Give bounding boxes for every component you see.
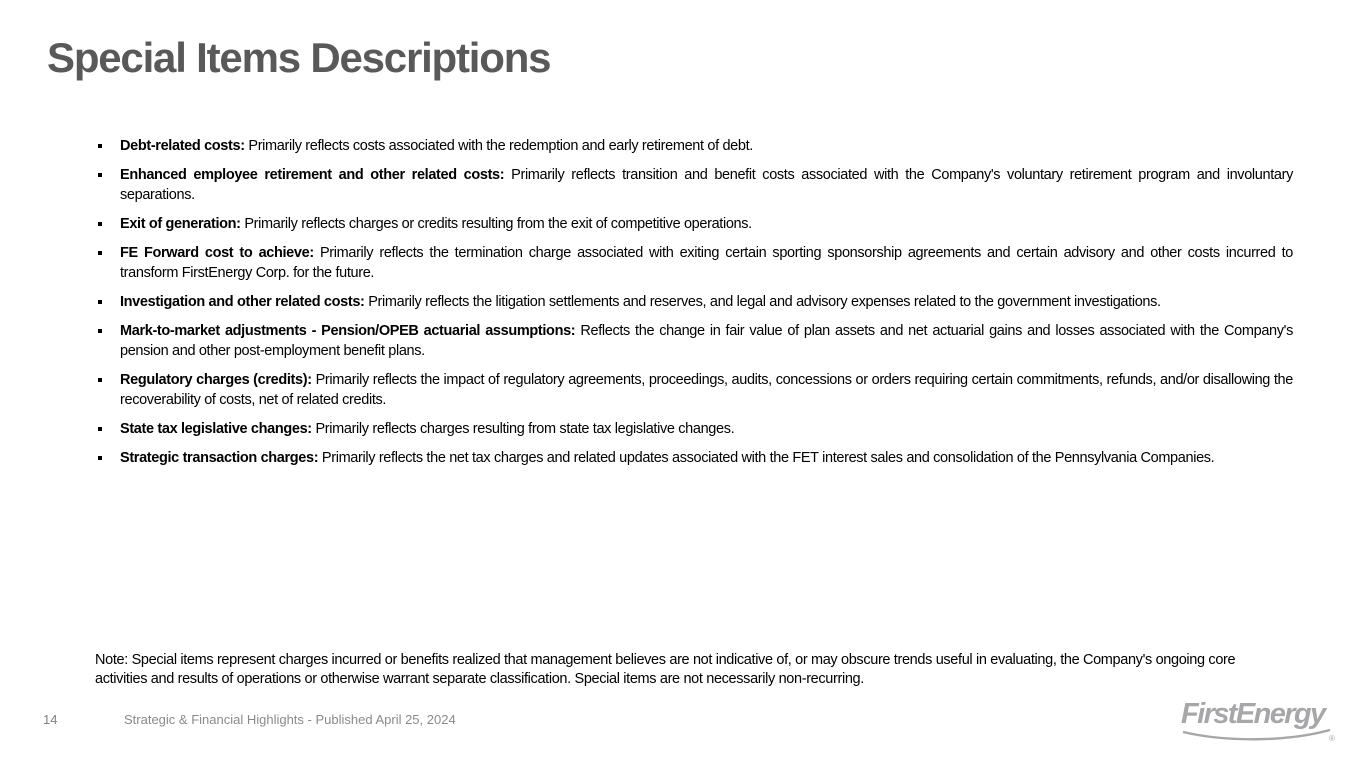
item-term: Mark-to-market adjustments - Pension/OPEB actuarial assumptions: (120, 323, 576, 339)
list-item (97, 419, 1293, 439)
bullet-square-icon (98, 456, 102, 460)
item-description: Primarily reflects the impact of regulatory agreements, proceedings, audits, concessions or orders requiring certain commitments, refunds, and/or disallowing the recoverability of costs, net of related credits. (120, 372, 1293, 408)
page-number: 14 (43, 712, 58, 727)
item-description: Primarily reflects the termination charge associated with exiting certain sporting sponsorship agreements and certain advisory and other costs incurred to transform FirstEnergy Corp. for the future. (120, 245, 1294, 281)
list-item (97, 214, 1293, 234)
item-description: Primarily reflects costs associated with the redemption and early retirement of debt. (248, 138, 753, 154)
bullet-square-icon (98, 300, 102, 304)
logo-swoosh-icon (1181, 729, 1331, 743)
item-description: Primarily reflects charges or credits resulting from the exit of competitive operations. (244, 216, 752, 232)
bullet-square-icon (98, 173, 102, 177)
footnote: Note: Special items represent charges incurred or benefits realized that management believes are not indicative of, or may obscure trends useful in evaluating, the Company's ongoing core activities and results of operations or otherwise warrant separate classification. Special items are not necessarily non-recurring. (95, 652, 1236, 687)
bullet-square-icon (98, 144, 102, 148)
firstenergy-logo (1181, 698, 1337, 750)
registered-trademark-symbol: ® (1329, 734, 1335, 743)
list-item (97, 292, 1293, 312)
item-term: Investigation and other related costs: (120, 294, 365, 310)
bullet-square-icon (98, 251, 102, 255)
item-term: Debt-related costs: (120, 138, 245, 154)
item-term: Regulatory charges (credits): (120, 372, 312, 388)
list-item (97, 243, 1293, 283)
item-description: Reflects the change in fair value of plan assets and net actuarial gains and losses associated with the Company's pension and other post-employment benefit plans. (120, 323, 1293, 359)
item-term: State tax legislative changes: (120, 421, 312, 437)
firstenergy-logo-text: FirstEnergy (1181, 698, 1325, 730)
bullet-square-icon (98, 329, 102, 333)
item-description: Primarily reflects the litigation settlements and reserves, and legal and advisory expenses related to the government investigations. (368, 294, 1161, 310)
footer-publication-text: Strategic & Financial Highlights - Published April 25, 2024 (124, 712, 456, 727)
list-item (97, 448, 1293, 468)
item-term: Exit of generation: (120, 216, 241, 232)
item-term: Enhanced employee retirement and other related costs: (120, 167, 505, 183)
item-description: Primarily reflects transition and benefit costs associated with the Company's voluntary retirement program and involuntary separations. (120, 167, 1293, 203)
list-item (97, 165, 1293, 205)
item-description: Primarily reflects charges resulting from state tax legislative changes. (315, 421, 735, 437)
item-description: Primarily reflects the net tax charges and related updates associated with the FET interest sales and consolidation of the Pennsylvania Companies. (321, 450, 1215, 466)
bullet-square-icon (98, 222, 102, 226)
bullet-square-icon (98, 378, 102, 382)
item-term: Strategic transaction charges: (120, 450, 319, 466)
item-term: FE Forward cost to achieve: (120, 245, 314, 261)
list-item (97, 321, 1293, 361)
page-title: Special Items Descriptions (47, 34, 551, 81)
list-item (97, 370, 1293, 410)
bullet-square-icon (98, 427, 102, 431)
special-items-list (97, 136, 1293, 477)
list-item (97, 136, 1293, 156)
